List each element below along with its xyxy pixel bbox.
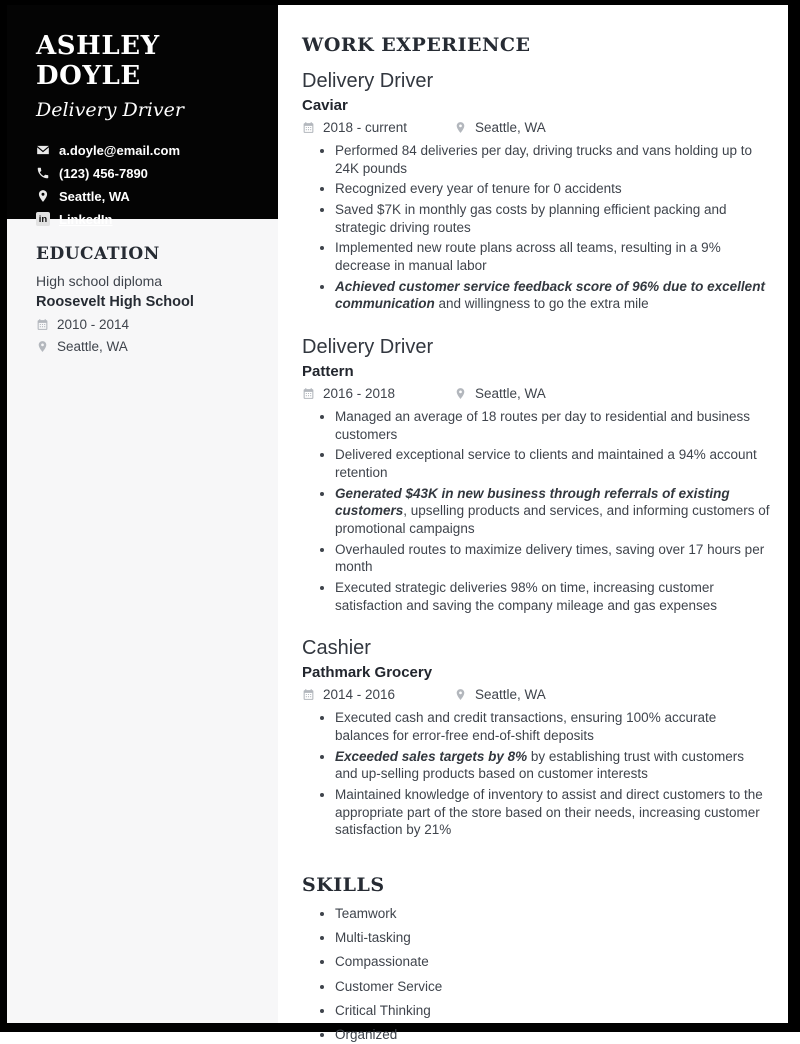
contact-email [36,143,262,158]
job-location: Seattle, WA [475,687,546,703]
bullet-text: Overhauled routes to maximize delivery times, saving over 17 hours per month [335,541,765,575]
contact-phone [36,166,262,181]
bullet-emphasis: Exceeded sales targets by 8% [335,748,528,764]
job-title: Cashier [302,637,371,660]
job-dates-group [302,120,454,135]
calendar-icon [302,688,315,701]
skill-text: Critical Thinking [335,1002,431,1018]
education-dates: 2010 - 2014 [57,317,130,332]
skills-heading: SKILLS [302,874,385,897]
job-bullet [335,748,770,783]
main-content [278,5,788,1042]
job-bullet [335,142,770,177]
bullet-text: , upselling products and services, and informing customers of promotional campaigns [335,503,770,537]
job-location-group [454,687,546,702]
job-bullet [335,180,770,198]
job-meta [302,120,770,135]
pin-icon [454,688,467,701]
job-location: Seattle, WA [475,386,546,402]
skill-text: Customer Service [335,978,443,994]
job-location: Seattle, WA [475,120,546,135]
education-location-row [36,339,258,354]
bullet-text: Saved $7K in monthly gas costs by planning efficient packing and strategic driving routes [335,202,727,235]
education-location: Seattle, WA [57,339,128,354]
job-dates: 2018 - current [323,120,408,135]
skill-item [335,978,770,996]
calendar-icon [302,387,315,400]
person-job-title: Delivery Driver [36,98,184,121]
bullet-text: by establishing trust with customers and up-selling products based on customer interests [335,748,744,782]
job-bullet [335,408,770,443]
job-bullet [335,278,770,313]
job-bullet [335,446,770,481]
bullet-text: Executed strategic deliveries 98% on time, increasing customer satisfaction and saving the company mileage and gas expenses [335,580,717,613]
job-company: Pattern [302,363,354,381]
envelope-icon [36,143,50,157]
job-meta [302,687,770,702]
skill-text: Compassionate [335,954,429,970]
pin-icon [454,387,467,400]
contact-phone-text: (123) 456-7890 [59,165,148,181]
job-entry-pattern [302,335,770,614]
phone-icon [36,166,50,180]
contact-email-text: a.doyle@email.com [59,142,181,158]
job-dates-group [302,687,454,702]
contact-location-text: Seattle, WA [59,188,130,204]
calendar-icon [36,318,49,331]
calendar-icon [302,121,315,134]
bullet-text: Performed 84 deliveries per day, driving trucks and vans holding up to 24K pounds [335,143,752,176]
header-block [7,5,278,227]
job-bullet [335,485,770,538]
job-company: Pathmark Grocery [302,664,433,682]
skill-text: Organized [335,1027,398,1042]
pin-icon [36,340,49,353]
skill-item [335,905,770,923]
skills-section [302,874,770,1044]
job-location-group [454,120,546,135]
skill-item [335,1002,770,1020]
job-location-group [454,386,546,401]
skill-text: Teamwork [335,906,397,922]
skill-text: Multi-tasking [335,930,411,946]
education-section [7,219,278,354]
job-title: Delivery Driver [302,70,434,92]
education-degree: High school diploma [36,273,163,289]
skill-item [335,929,770,947]
bullet-emphasis: Achieved customer service feedback score of 96% due to excellent communication [335,278,765,312]
bullet-text: Delivered exceptional service to clients and maintained a 94% account retention [335,447,757,481]
job-bullet [335,201,770,236]
job-company: Caviar [302,97,348,114]
bullet-text: Maintained knowledge of inventory to assist and direct customers to the appropriate part of the store based on their needs, increasing customer satisfaction by 21% [335,787,763,838]
bullet-text: Implemented new route plans across all teams, resulting in a 9% decrease in manual labor [335,240,721,274]
job-entry-pathmark [302,636,770,839]
job-bullet-list [302,709,770,839]
pin-icon [454,121,467,134]
skill-item [335,953,770,971]
bullet-text: and willingness to go the extra mile [434,296,649,312]
job-bullet [335,239,770,274]
pin-icon [36,189,50,203]
linkedin-icon: in [36,212,50,226]
contact-location [36,189,262,204]
bullet-text: Managed an average of 18 routes per day to residential and business customers [335,409,751,442]
job-title: Delivery Driver [302,336,434,359]
job-dates-group [302,386,454,401]
linkedin-link[interactable]: LinkedIn [59,211,113,227]
bullet-text: Recognized every year of tenure for 0 accidents [335,181,622,197]
job-meta [302,386,770,401]
job-bullet [335,709,770,744]
job-bullet [335,786,770,839]
job-bullet [335,541,770,576]
job-dates: 2016 - 2018 [323,386,396,402]
contact-list [36,143,262,227]
job-bullet-list [302,408,770,614]
bullet-text: Executed cash and credit transactions, ensuring 100% accurate balances for error-free end-of-shift deposits [335,710,717,744]
bullet-emphasis: Generated $43K in new business through referrals of existing customers [335,485,730,519]
job-entry-caviar [302,69,770,313]
education-school: Roosevelt High School [36,294,194,310]
job-dates: 2014 - 2016 [323,687,396,703]
job-bullet-list [302,142,770,313]
job-bullet [335,579,770,614]
work-experience-heading: WORK EXPERIENCE [302,34,531,56]
skill-item [335,1026,770,1044]
education-heading: EDUCATION [36,244,160,264]
education-dates-row [36,317,258,332]
person-name: ASHLEY DOYLE [36,31,160,91]
skills-list [302,905,770,1044]
sidebar [7,5,278,1023]
